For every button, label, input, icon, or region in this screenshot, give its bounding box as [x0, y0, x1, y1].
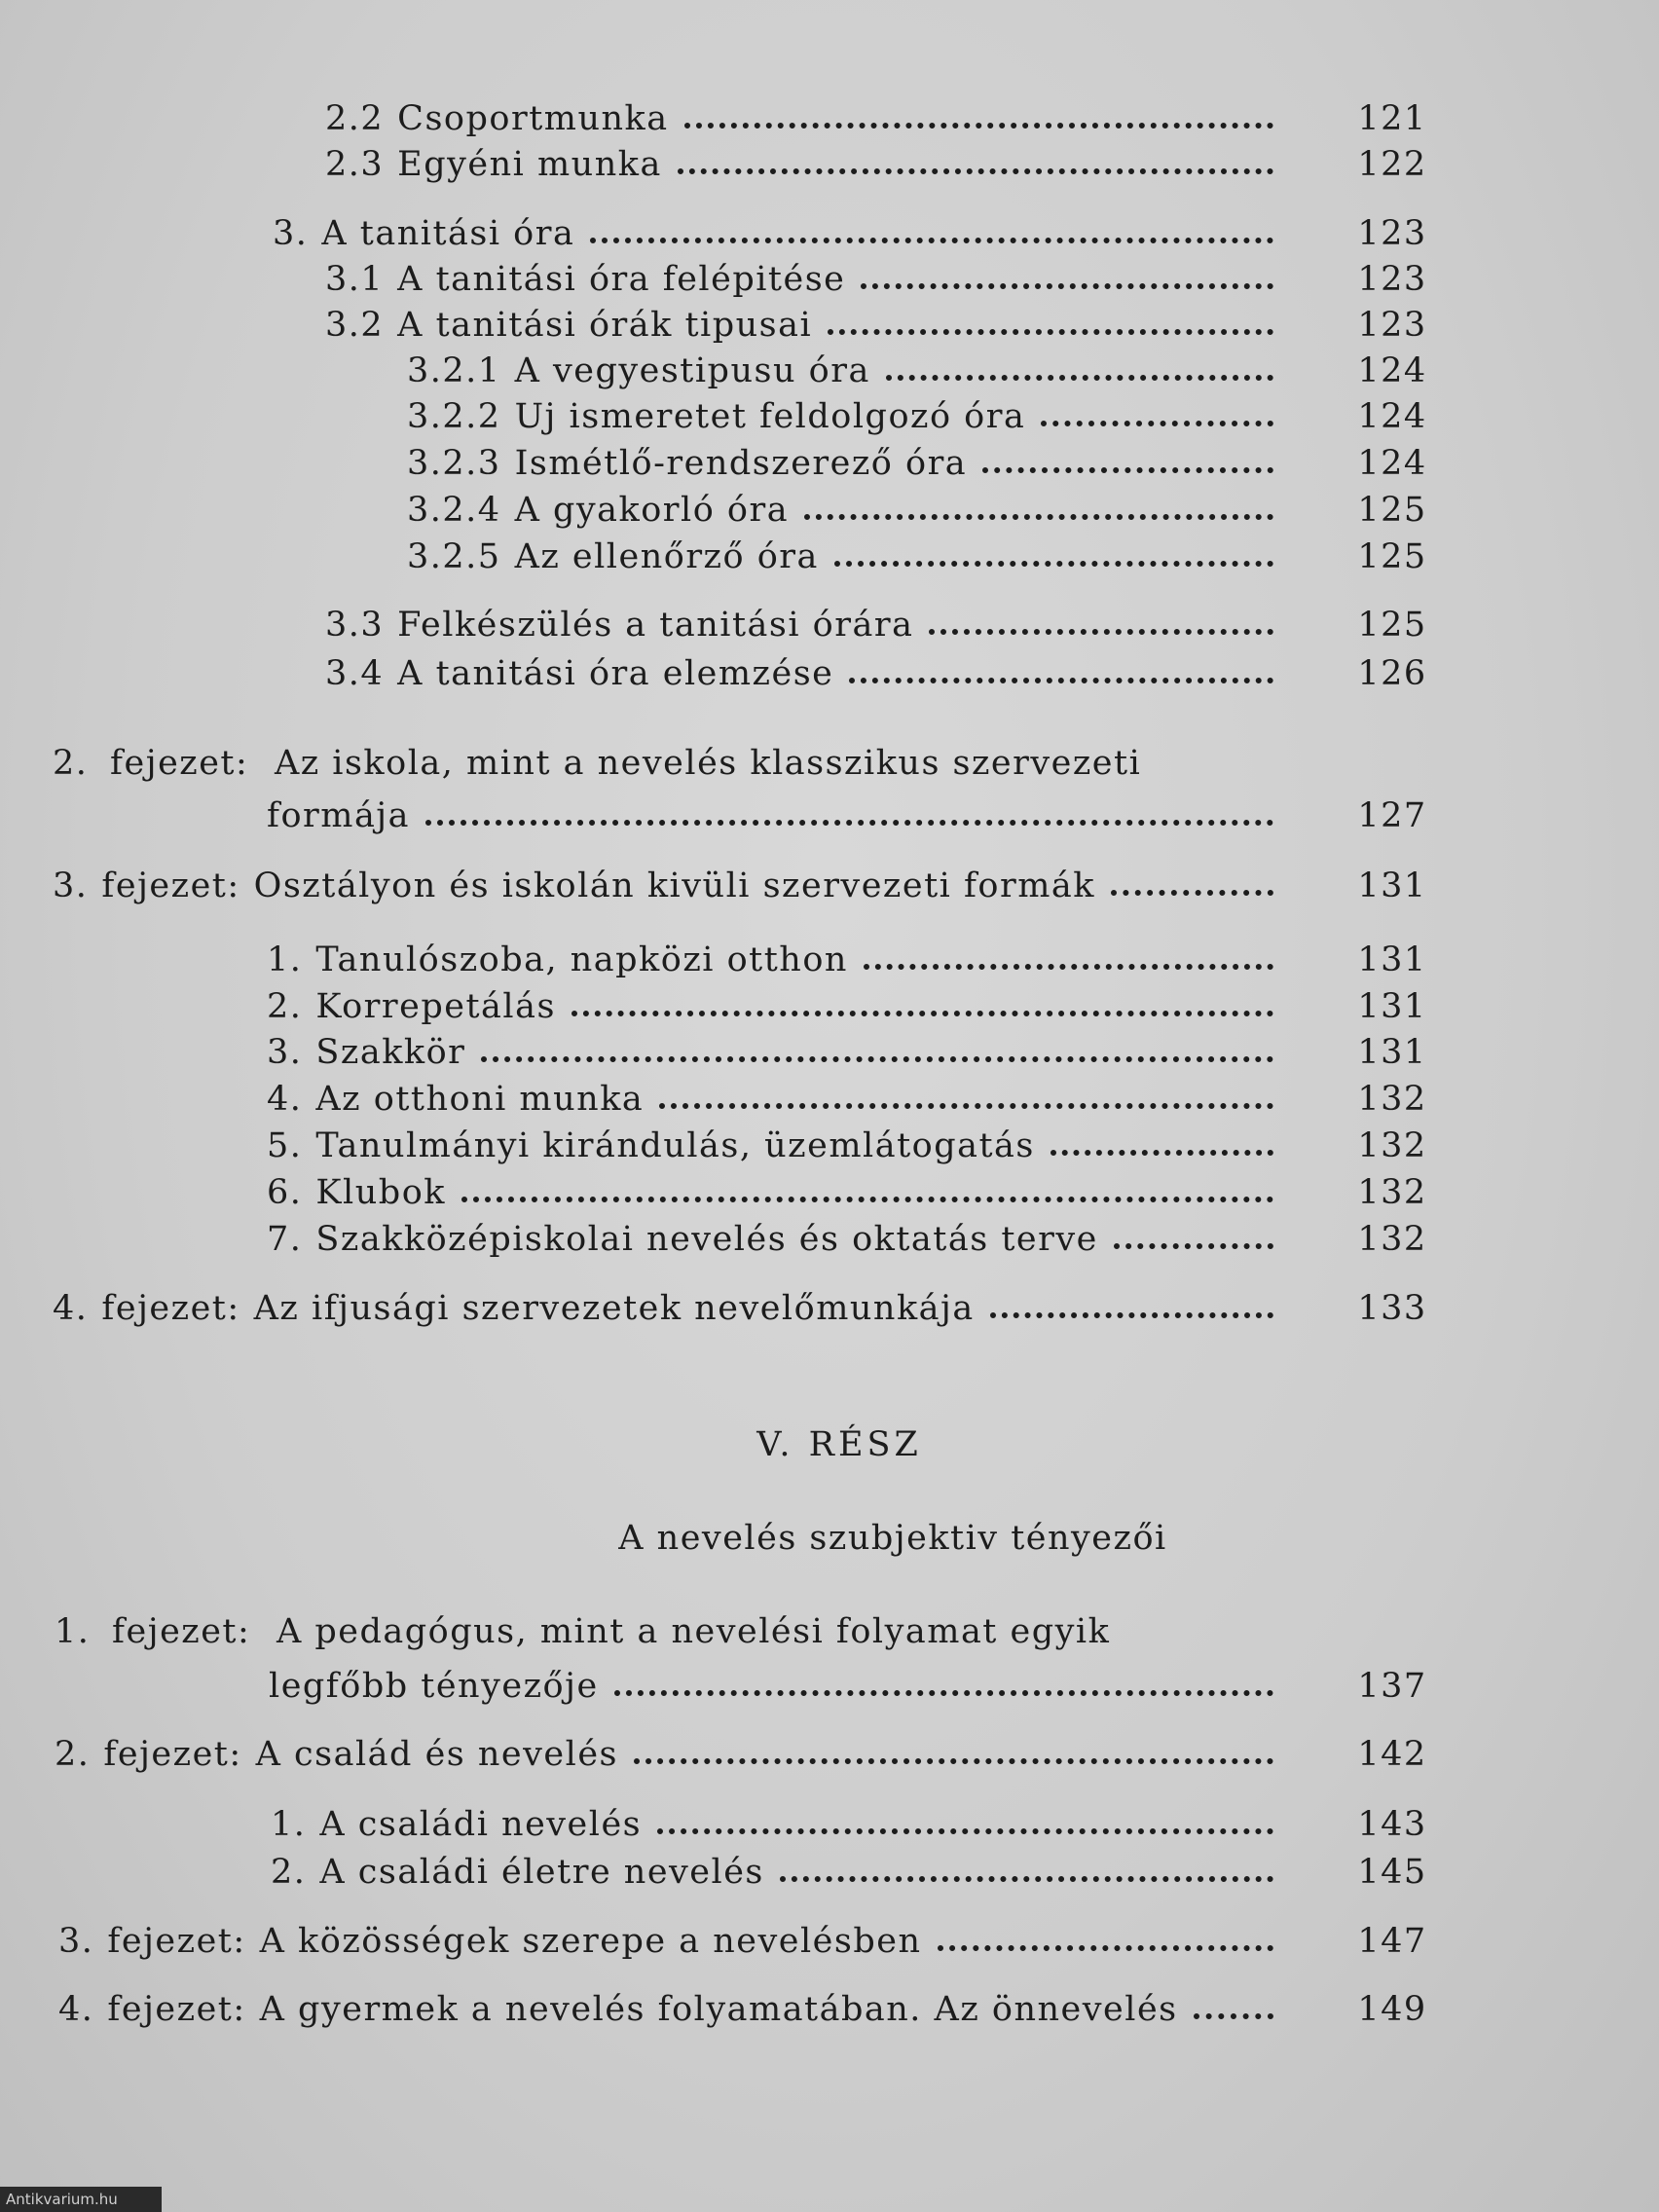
- toc-entry: [325, 600, 1427, 645]
- entry-title: A pedagógus, mint a nevelési folyamat egyik: [276, 1612, 1111, 1651]
- entry-title: Az otthoni munka: [315, 1080, 645, 1119]
- entry-page: 126: [1357, 654, 1427, 693]
- entry-title: Osztályon és iskolán kivüli szervezeti formák: [253, 866, 1095, 905]
- entry-number: 2.3: [325, 145, 385, 184]
- entry-page: 149: [1357, 1990, 1427, 2029]
- chapter-prefix: fejezet:: [101, 1289, 240, 1328]
- entry-title: Az iskola, mint a nevelés klasszikus szervezeti: [274, 744, 1142, 783]
- toc-entry: [271, 1847, 1427, 1892]
- toc-entry: [53, 861, 1427, 905]
- toc-entry: [407, 438, 1427, 483]
- toc-entry: [325, 300, 1427, 345]
- entry-number: 5.: [267, 1126, 303, 1165]
- entry-title: Ismétlő-rendszerező óra: [514, 444, 968, 483]
- entry-number: 1.: [55, 1612, 91, 1651]
- toc-entry: [267, 1214, 1427, 1259]
- entry-number: 3.2.2: [407, 397, 501, 436]
- toc-entry: [267, 1027, 1427, 1072]
- leader-dots: [804, 514, 1273, 520]
- entry-page: 143: [1357, 1805, 1427, 1844]
- toc-entry: [325, 254, 1427, 299]
- toc-entry: [407, 532, 1427, 576]
- toc-entry: [267, 791, 1427, 835]
- leader-dots: [678, 168, 1273, 174]
- entry-page: 124: [1357, 444, 1427, 483]
- chapter-prefix: fejezet:: [112, 1612, 251, 1651]
- toc-entry: [267, 1121, 1427, 1165]
- entry-title: A tanitási óra felépitése: [397, 260, 846, 299]
- entry-page: 133: [1357, 1289, 1427, 1328]
- toc-entry: [267, 981, 1427, 1026]
- entry-page: 132: [1357, 1126, 1427, 1165]
- entry-number: 4.: [53, 1289, 89, 1328]
- leader-dots: [886, 375, 1273, 381]
- entry-title: Tanulószoba, napközi otthon: [315, 940, 848, 979]
- leader-dots: [938, 1945, 1274, 1951]
- toc-entry: [407, 346, 1427, 390]
- leader-dots: [659, 1103, 1273, 1109]
- chapter-prefix: fejezet:: [110, 744, 249, 783]
- leader-dots: [864, 964, 1273, 970]
- entry-number: 4.: [58, 1990, 94, 2029]
- entry-number: 6.: [267, 1173, 303, 1212]
- leader-dots: [1114, 1243, 1273, 1249]
- leader-dots: [614, 1690, 1273, 1696]
- entry-number: 2.: [267, 987, 303, 1026]
- leader-dots: [425, 820, 1273, 826]
- leader-dots: [982, 467, 1273, 473]
- entry-page: 122: [1357, 145, 1427, 184]
- toc-entry: [267, 935, 1427, 979]
- entry-page: 132: [1357, 1080, 1427, 1119]
- chapter-prefix: fejezet:: [107, 1990, 246, 2029]
- leader-dots: [990, 1312, 1273, 1318]
- entry-title: Felkészülés a tanitási órára: [397, 606, 914, 645]
- toc-entry: [55, 1729, 1427, 1774]
- entry-title: A gyermek a nevelés folyamatában. Az önnevelés: [259, 1990, 1178, 2029]
- entry-number: 3.2.5: [407, 537, 501, 576]
- entry-number: 3.: [267, 1033, 303, 1072]
- entry-title: Klubok: [315, 1173, 446, 1212]
- entry-number: 2.: [55, 1735, 91, 1774]
- leader-dots: [1041, 421, 1273, 426]
- toc-entry: [269, 1661, 1427, 1706]
- entry-title: A családi életre nevelés: [319, 1853, 764, 1892]
- toc-entry: [325, 648, 1427, 693]
- leader-dots: [684, 123, 1273, 129]
- toc-entry: [407, 391, 1427, 436]
- entry-title: A tanitási órák tipusai: [397, 306, 813, 345]
- entry-title: A gyakorló óra: [514, 491, 790, 530]
- leader-dots: [461, 1197, 1273, 1202]
- entry-page: 131: [1357, 987, 1427, 1026]
- entry-number: 3.: [273, 214, 309, 253]
- entry-page: 124: [1357, 397, 1427, 436]
- toc-entry: [267, 1167, 1427, 1212]
- leader-dots: [828, 329, 1273, 335]
- part-heading: V. RÉSZ: [756, 1425, 922, 1464]
- entry-number: 2.: [53, 744, 89, 783]
- entry-number: 3.2.1: [407, 351, 501, 390]
- leader-dots: [1111, 890, 1273, 896]
- leader-dots: [634, 1758, 1273, 1764]
- chapter-entry-line: [55, 1612, 1110, 1651]
- entry-page: 125: [1357, 606, 1427, 645]
- entry-title: Az ellenőrző óra: [514, 537, 819, 576]
- entry-page: 123: [1357, 214, 1427, 253]
- entry-number: 3.2.3: [407, 444, 501, 483]
- entry-title: formája: [267, 796, 411, 835]
- leader-dots: [780, 1876, 1273, 1882]
- entry-title: Korrepetálás: [315, 987, 556, 1026]
- entry-number: 3.: [53, 866, 89, 905]
- chapter-entry-line: [53, 744, 1141, 783]
- entry-page: 137: [1357, 1667, 1427, 1706]
- entry-title: A családi nevelés: [319, 1805, 643, 1844]
- watermark: Antikvarium.hu: [0, 2187, 162, 2212]
- entry-page: 132: [1357, 1173, 1427, 1212]
- entry-title: Egyéni munka: [397, 145, 662, 184]
- entry-title: Az ifjusági szervezetek nevelőmunkája: [253, 1289, 975, 1328]
- entry-number: 1.: [267, 940, 303, 979]
- entry-title: Tanulmányi kirándulás, üzemlátogatás: [315, 1126, 1035, 1165]
- entry-number: 3.2.4: [407, 491, 501, 530]
- entry-number: 2.2: [325, 99, 385, 138]
- entry-title: Uj ismeretet feldolgozó óra: [514, 397, 1026, 436]
- entry-page: 131: [1357, 1033, 1427, 1072]
- entry-title: legfőbb tényezője: [269, 1667, 599, 1706]
- entry-page: 145: [1357, 1853, 1427, 1892]
- entry-number: 3.4: [325, 654, 385, 693]
- toc-entry: [58, 1916, 1427, 1961]
- leader-dots: [590, 238, 1273, 243]
- entry-title: A tanitási óra: [321, 214, 575, 253]
- entry-number: 3.: [58, 1922, 94, 1961]
- chapter-prefix: fejezet:: [107, 1922, 246, 1961]
- leader-dots: [834, 561, 1273, 567]
- entry-page: 123: [1357, 306, 1427, 345]
- entry-number: 4.: [267, 1080, 303, 1119]
- entry-number: 3.3: [325, 606, 385, 645]
- entry-title: Csoportmunka: [397, 99, 669, 138]
- entry-page: 131: [1357, 940, 1427, 979]
- entry-title: A vegyestipusu óra: [514, 351, 870, 390]
- toc-entry: [58, 1984, 1427, 2029]
- toc-entry: [271, 1799, 1427, 1844]
- leader-dots: [1194, 2013, 1273, 2019]
- leader-dots: [481, 1056, 1273, 1062]
- entry-title: A család és nevelés: [255, 1735, 618, 1774]
- leader-dots: [861, 283, 1273, 289]
- entry-number: 7.: [267, 1220, 303, 1259]
- entry-number: 3.1: [325, 260, 385, 299]
- entry-page: 142: [1357, 1735, 1427, 1774]
- toc-entry: [325, 139, 1427, 184]
- entry-page: 125: [1357, 537, 1427, 576]
- toc-entry: [325, 93, 1427, 138]
- leader-dots: [571, 1011, 1273, 1016]
- entry-page: 147: [1357, 1922, 1427, 1961]
- entry-number: 1.: [271, 1805, 307, 1844]
- entry-page: 125: [1357, 491, 1427, 530]
- part-subtitle: A nevelés szubjektiv tényezői: [618, 1519, 1167, 1558]
- leader-dots: [849, 678, 1273, 683]
- leader-dots: [929, 629, 1273, 635]
- entry-title: Szakkör: [315, 1033, 466, 1072]
- leader-dots: [1051, 1150, 1273, 1156]
- entry-number: 3.2: [325, 306, 385, 345]
- toc-entry: [407, 485, 1427, 530]
- entry-page: 131: [1357, 866, 1427, 905]
- entry-page: 127: [1357, 796, 1427, 835]
- entry-title: A tanitási óra elemzése: [397, 654, 834, 693]
- entry-title: Szakközépiskolai nevelés és oktatás terve: [315, 1220, 1098, 1259]
- entry-page: 124: [1357, 351, 1427, 390]
- entry-page: 121: [1357, 99, 1427, 138]
- entry-page: 132: [1357, 1220, 1427, 1259]
- leader-dots: [657, 1828, 1273, 1834]
- entry-number: 2.: [271, 1853, 307, 1892]
- toc-entry: [273, 208, 1427, 253]
- toc-entry: [267, 1074, 1427, 1119]
- entry-page: 123: [1357, 260, 1427, 299]
- chapter-prefix: fejezet:: [101, 866, 240, 905]
- toc-entry: [53, 1283, 1427, 1328]
- chapter-prefix: fejezet:: [103, 1735, 242, 1774]
- entry-title: A közösségek szerepe a nevelésben: [259, 1922, 922, 1961]
